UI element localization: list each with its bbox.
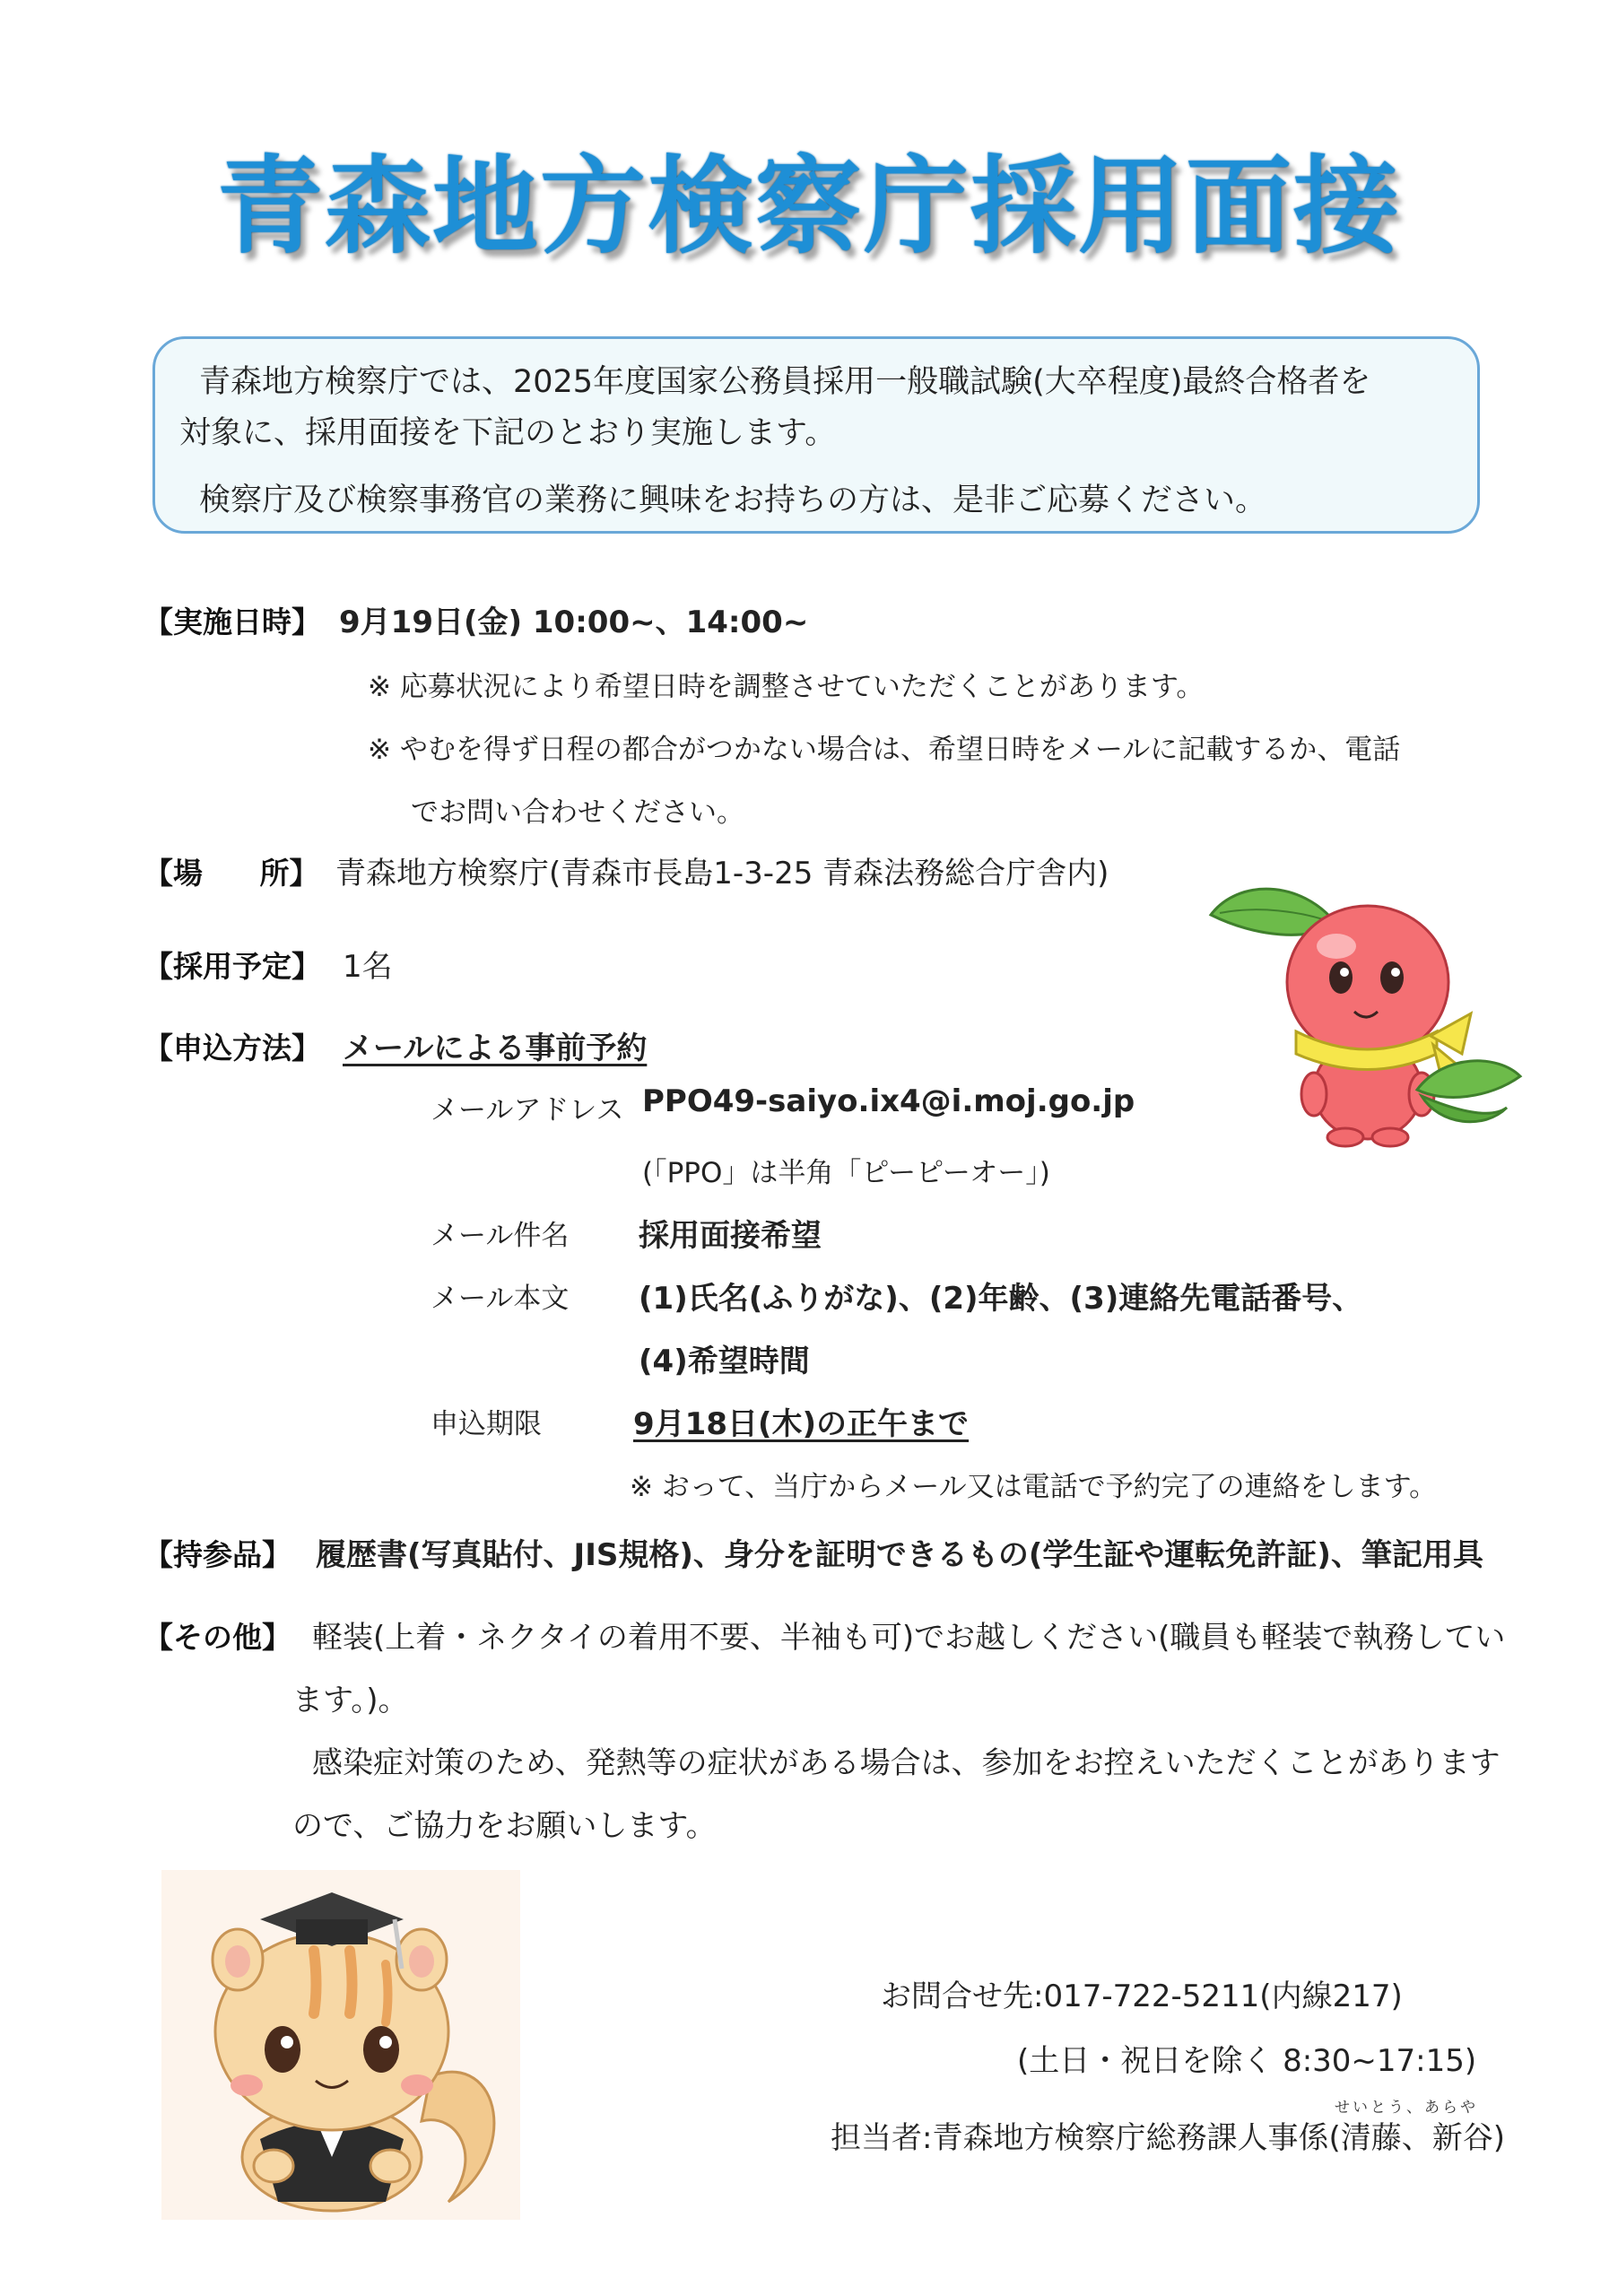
contact-phone: お問合せ先:017-722-5211(内線217) xyxy=(881,1979,1403,2014)
schedule-note-2b: でお問い合わせください。 xyxy=(411,796,744,829)
other-line-4: ので、ご協力をお願いします。 xyxy=(292,1808,717,1844)
bring-label: 【持参品】 xyxy=(144,1537,291,1572)
intro-line-2: 対象に、採用面接を下記のとおり実施します。 xyxy=(179,415,837,451)
email-label: メールアドレス xyxy=(431,1094,624,1126)
schedule-note-1: ※ 応募状況により希望日時を調整させていただくことがあります。 xyxy=(368,671,1205,703)
squirrel-mascot-icon xyxy=(161,1870,520,2220)
deadline-value: 9月18日(木)の正午まで xyxy=(633,1406,970,1442)
planned-label: 【採用予定】 xyxy=(144,949,321,984)
apply-value: メールによる事前予約 xyxy=(343,1031,648,1066)
contact-furigana: せいとう、あらや xyxy=(1335,2099,1478,2117)
email-note: (「PPO」は半角「ピーピーオー」) xyxy=(642,1157,1050,1189)
subject-label: メール件名 xyxy=(431,1220,570,1252)
contact-hours: (土日・祝日を除く 8:30~17:15) xyxy=(1017,2043,1477,2079)
other-line-3: 感染症対策のため、発熱等の症状がある場合は、参加をお控えいただくことがあります xyxy=(312,1745,1501,1781)
schedule-label: 【実施日時】 xyxy=(144,604,321,639)
intro-line-1: 青森地方検察庁では、2025年度国家公務員採用一般職試験(大卒程度)最終合格者を xyxy=(199,364,1371,400)
intro-line-3: 検察庁及び検察事務官の業務に興味をお持ちの方は、是非ご応募ください。 xyxy=(199,483,1267,518)
body-label: メール本文 xyxy=(431,1283,570,1315)
subject-value: 採用面接希望 xyxy=(639,1218,822,1254)
schedule-note-2a: ※ やむを得ず日程の都合がつかない場合は、希望日時をメールに記載するか、電話 xyxy=(368,734,1401,766)
deadline-label: 申込期限 xyxy=(431,1408,542,1440)
apple-mascot-icon xyxy=(1202,861,1525,1157)
bring-value: 履歴書(写真貼付、JIS規格)、身分を証明できるもの(学生証や運転免許証)、筆記用具 xyxy=(316,1537,1483,1573)
other-label: 【その他】 xyxy=(144,1620,291,1655)
apply-label: 【申込方法】 xyxy=(144,1031,321,1065)
planned-value: 1名 xyxy=(343,949,393,985)
contact-person: 担当者:青森地方検察庁総務課人事係(清藤、新谷) xyxy=(831,2120,1505,2156)
other-line-1: 軽装(上着・ネクタイの着用不要、半袖も可)でお越しください(職員も軽装で執務してい xyxy=(312,1620,1506,1656)
deadline-note: ※ おって、当庁からメール又は電話で予約完了の連絡をします。 xyxy=(630,1471,1438,1503)
body-value-2: (4)希望時間 xyxy=(639,1344,810,1379)
body-value-1: (1)氏名(ふりがな)、(2)年齢、(3)連絡先電話番号、 xyxy=(639,1281,1363,1317)
page-title: 青森地方検察庁採用面接 xyxy=(216,144,1401,268)
schedule-value: 9月19日(金) 10:00~、14:00~ xyxy=(339,604,809,640)
other-line-2: ます。)。 xyxy=(292,1683,409,1718)
email-value: PPO49-saiyo.ix4@i.moj.go.jp xyxy=(642,1083,1135,1119)
place-label: 【場 所】 xyxy=(144,856,319,891)
place-value: 青森地方検察庁(青森市長島1-3-25 青森法務総合庁舎内) xyxy=(335,856,1109,891)
